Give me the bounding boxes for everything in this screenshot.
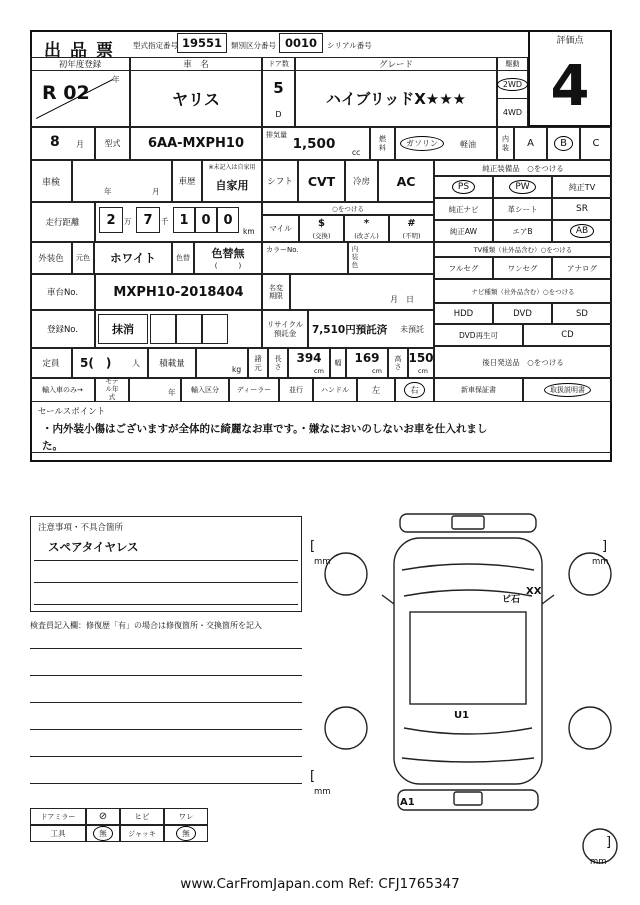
recycle-deposit-value: 7,510円預託済 [312,324,388,336]
reg-empty-box [150,314,176,344]
chassis-no-value: MXPH10-2018404 [95,274,262,310]
notes-label: 注意事項・不具合箇所 [38,523,124,533]
score-label: 評価点 [556,36,584,46]
reg-no-label: 登録No. [30,310,95,348]
length-label: 長さ [268,348,288,378]
sales-point-line-2: た。 [42,440,63,452]
sales-rule-line [30,452,612,453]
history-value: 自家用 [215,179,249,192]
mile-option-exchange [299,215,344,242]
drive-2wd: 2WD [502,80,523,89]
door-mirror-label: ドアミラー [30,808,86,825]
drive-label: 駆動 [497,57,528,71]
rear-window-line [404,728,532,734]
owners-manual: 取扱説明書 [550,386,585,394]
grade-label: グレード [295,57,497,71]
mile-tampered-symbol: * [363,217,370,229]
navi-sd: SD [552,303,612,324]
rear-bumper [398,790,538,810]
mm-label: mm [314,787,331,797]
mile-exchange-label: (交換) [312,232,331,240]
crack-label: ヒビ [120,808,164,825]
equip-sunroof: SR [552,198,612,220]
footer-text: www.CarFromJapan.com Ref: CFJ1765347 [180,876,460,892]
interior-grade-a: A [514,127,547,160]
cd: CD [523,324,612,346]
break-label: ワレ [164,808,208,825]
history-label: 車歴 [172,160,202,202]
right-mirror [542,595,554,604]
history-note: ※未記入は自家用 [208,164,256,171]
import-only-label: 輸入車のみ→ [30,378,95,402]
fuel-diesel: 軽油 [460,140,476,149]
model-code-label: 型式 [95,127,130,160]
capacity-label: 定員 [30,348,72,378]
jack-none-value: 無 [182,829,190,838]
notes-rule-line [34,560,298,561]
mark-xx: XX [526,586,542,597]
sales-point-line-1: ・内外装小傷はございますが全体的に綺麗なお車です。・嫌なにおいのしないお車を仕入れまし [42,423,488,435]
displacement-value: 1,500 [292,136,336,152]
chassis-no-label: 車台No. [30,274,95,310]
shift-label: シフト [262,160,298,202]
mileage-digit-2: 7 [136,207,160,233]
mile-label: マイル [262,215,299,242]
tools-label: 工具 [30,825,86,842]
bracket-icon: [ [310,539,316,554]
color-change-value: 色替無 [211,246,245,260]
handle-left: 左 [357,378,395,402]
reg-empty-box [202,314,228,344]
mileage-digit-3: 1 [173,207,195,233]
doors-value: 5 [273,79,284,97]
inspection-month-unit: 月 [152,187,160,196]
inspector-rule-line [30,729,302,730]
recycle-not-deposited: 未預託 [400,325,424,334]
width-value: 169 [354,351,380,365]
color-change-label: 色替 [172,242,194,274]
inspector-rule-line [30,783,302,784]
height-label: 高さ [388,348,408,378]
doors-label: ドア数 [262,57,295,71]
interior-grade-b: B [560,138,567,149]
dealer-label: ディーラー [229,378,279,402]
equip-ab: AB [575,226,589,236]
mile-option-tampered [344,215,389,242]
equip-ps: PS [457,182,470,192]
interior-grade-c: C [580,127,612,160]
length-value: 394 [296,351,322,365]
tv-type-header: TV種類（社外品含む）○をつける [434,242,612,257]
interior-color-cell [348,242,434,274]
width-label: 幅 [330,348,346,378]
navi-dvd: DVD [493,303,552,324]
score-value: 4 [550,53,590,119]
base-color-label: 元色 [72,242,94,274]
notes-rule-line [34,604,298,605]
exterior-color-label: 外装色 [30,242,72,274]
first-reg-year-unit: 年 [112,75,120,84]
mileage-unit-man: 万 [124,217,132,226]
equip-leather-seat: 革シート [493,198,552,220]
first-reg-label: 初年度登録 [30,57,130,71]
width-unit: cm [372,367,382,375]
inspector-rule-line [30,648,302,649]
bracket-icon: ] [606,835,612,850]
navi-hdd: HDD [434,303,493,324]
capacity-value: 5( ) [80,356,112,370]
car-name-label: 車 名 [130,57,262,71]
hood-line [402,564,534,570]
model-year-unit: 年 [168,388,176,397]
first-reg-value: R 02 [42,82,90,104]
door-mirror-mark: ⊘ [86,808,120,825]
equip-airbag: エアB [493,220,552,242]
left-mirror [382,595,394,604]
notes-rule-line [34,582,298,583]
inspector-rule-line [30,702,302,703]
reg-month-unit: 月 [76,140,84,149]
mileage-unit-sen: 千 [161,217,169,226]
mileage-digit-1: 2 [99,207,123,233]
handle-label: ハンドル [313,378,357,402]
ac-label: 冷房 [345,160,378,202]
model-year-label: モデル年式 [95,378,129,402]
roof-outline [410,612,526,704]
later-shipment-header: 後日発送品 ○をつける [434,346,612,378]
mile-option-unknown [389,215,434,242]
height-unit: cm [418,367,428,375]
reg-month-cell [30,127,95,160]
mileage-km-unit: km [243,227,255,236]
classification-label: 類別区分番号 [231,41,276,50]
fuel-gasoline: ガソリン [406,138,438,148]
displacement-label: 排気量 [266,131,287,139]
equip-genuine-tv: 純正TV [552,176,612,198]
jack-label: ジャッキ [120,825,164,842]
mile-exchange-symbol: $ [318,217,325,229]
car-name-value: ヤリス [130,70,262,127]
inspector-label: 検査員記入欄：修復歴「有」の場合は修復箇所・交換箇所を記入 [30,621,262,630]
reg-empty-box [176,314,202,344]
fuel-label: 燃料 [370,127,395,160]
reg-no-value: 抹消 [98,314,148,344]
drive-4wd: 4WD [497,98,528,127]
base-color-value: ホワイト [94,242,172,274]
model-designation-value: 19551 [177,33,227,53]
load-unit: kg [232,365,242,374]
equip-pw: PW [515,182,530,192]
trunk-line [402,758,534,762]
displacement-unit: cc [352,148,361,157]
equip-header: 純正装備品 ○をつける [434,160,612,176]
reg-month-value: 8 [50,134,60,150]
load-label: 積載量 [148,348,196,378]
model-designation-label: 型式指定番号 [133,41,178,50]
tv-oneseg: ワンセグ [493,257,552,279]
sales-point-label: セールスポイント [38,407,106,417]
mile-tampered-label: (改ざん) [354,232,379,240]
shift-value: CVT [298,160,345,202]
spec-label: 諸元 [248,348,268,378]
rear-left-wheel [325,707,367,749]
inspector-rule-line [30,756,302,757]
length-unit: cm [314,367,324,375]
inspection-year-unit: 年 [104,187,112,196]
mile-circle-note: ○をつける [262,202,434,215]
equip-genuine-aw: 純正AW [434,220,493,242]
model-code-value: 6AA-MXPH10 [130,127,262,160]
mm-label: mm [592,557,609,567]
car-body [394,538,542,784]
inspector-rule-line [30,675,302,676]
ac-value: AC [378,160,434,202]
interior-color-label: 内装色 [351,245,359,269]
mm-label: mm [590,857,607,867]
parallel-import-label: 並行 [279,378,313,402]
mileage-digit-5: 0 [217,207,239,233]
navi-type-header: ナビ種類（社外品含む）○をつける [434,279,612,303]
mark-stone-chip: ビ石 [502,595,521,605]
bracket-icon: [ [310,769,316,784]
import-division-label: 輸入区分 [181,378,229,402]
mileage-label: 走行距離 [30,202,95,242]
sheet-title: 出品票 [44,41,122,61]
mileage-digit-4: 0 [195,207,217,233]
mm-label: mm [314,557,331,567]
name-change-label: 名変期限 [262,274,290,310]
mark-a1: A1 [400,797,415,808]
dvd-playable: DVD再生可 [434,324,523,346]
notes-value: スペアタイヤレス [48,540,139,554]
recycle-deposit-label: リサイクル預託金 [262,310,308,348]
serial-number-label: シリアル番号 [327,41,372,50]
mark-u1: U1 [454,710,470,721]
bracket-icon: ] [602,539,608,554]
car-diagram [304,500,634,880]
front-plate [452,516,484,529]
color-change-paren: ( ) [214,262,242,270]
new-car-warranty: 新車保証書 [434,378,523,402]
mile-unknown-label: (不明) [402,232,421,240]
height-value: 150 [408,351,434,365]
interior-grade-label: 内装 [497,127,514,160]
mile-unknown-symbol: # [407,217,416,229]
equip-genuine-navi: 純正ナビ [434,198,493,220]
capacity-unit: 人 [132,359,140,368]
inspection-label: 車検 [30,160,72,202]
color-no-label: カラーNo. [266,246,299,254]
rear-right-wheel [569,707,611,749]
rear-plate [454,792,482,805]
handle-right: 右 [410,386,419,396]
classification-value: 0010 [279,33,323,53]
front-left-wheel [325,553,367,595]
doors-sub: D [275,109,282,119]
name-change-value: 月 日 [390,295,414,304]
tools-none-value: 無 [99,829,107,838]
tv-analog: アナログ [552,257,612,279]
tv-fullseg: フルセグ [434,257,493,279]
grade-value: ハイブリッドX★★★ [295,70,497,127]
